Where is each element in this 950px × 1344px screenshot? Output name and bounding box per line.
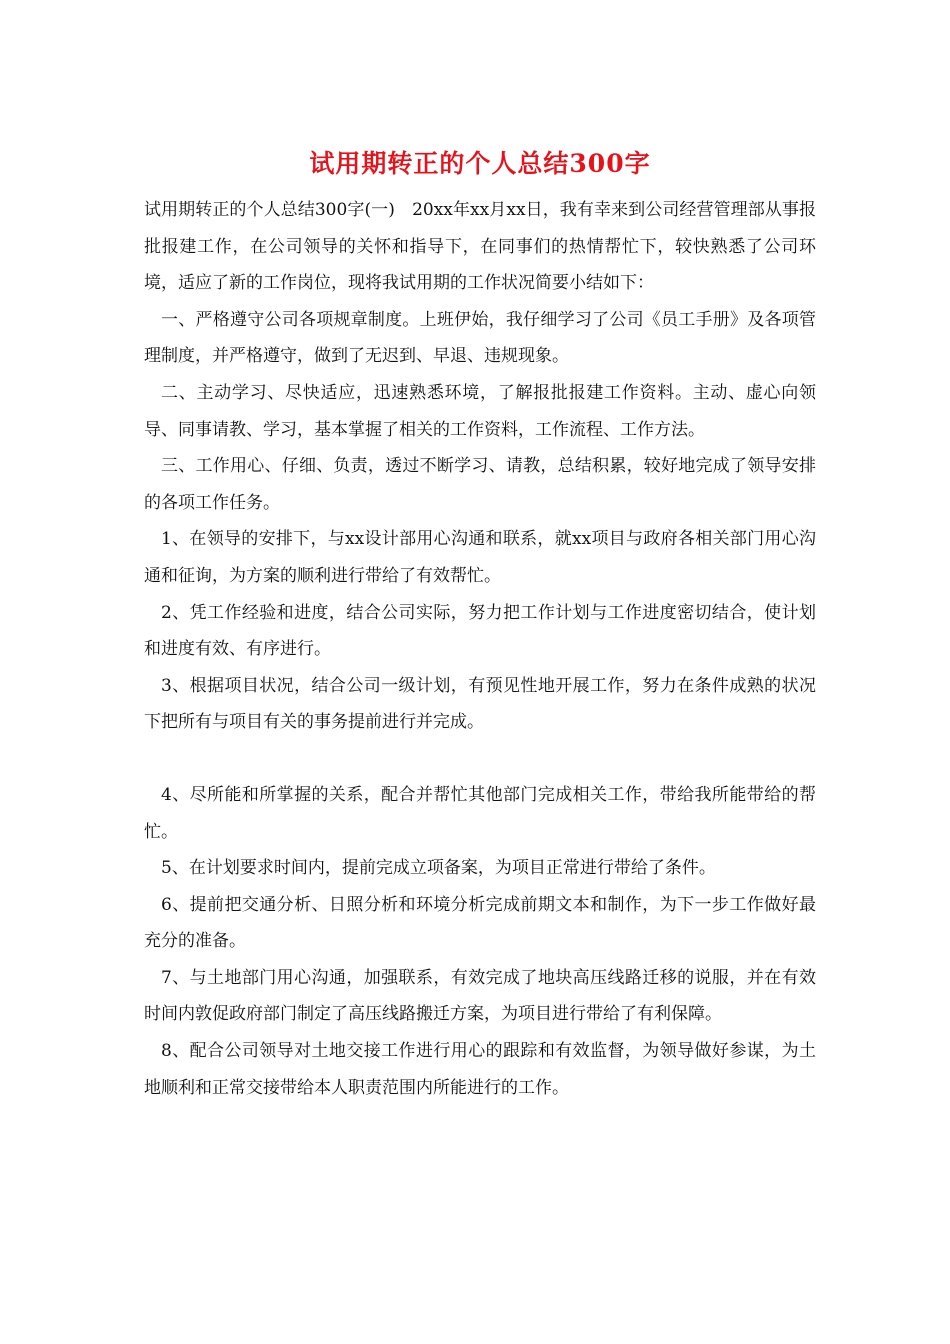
paragraph-section-2: 二、主动学习、尽快适应，迅速熟悉环境，了解报批报建工作资料。主动、虚心向领导、同事请教、学习，基本掌握了相关的工作资料，工作流程、工作方法。 <box>144 382 816 440</box>
document-title: 试用期转正的个人总结300字 <box>309 149 651 178</box>
paragraph-section-3: 三、工作用心、仔细、负责，透过不断学习、请教，总结积累，较好地完成了领导安排的各项工作任务。 <box>144 456 816 513</box>
blank-line <box>144 741 816 777</box>
paragraph-item-8: 8、配合公司领导对土地交接工作进行用心的跟踪和有效监督，为领导做好参谋，为土地顺利和正常交接带给本人职责范围内所能进行的工作。 <box>144 1041 816 1098</box>
paragraph-item-1: 1、在领导的安排下，与xx设计部用心沟通和联系，就xx项目与政府各相关部门用心沟通和征询，为方案的顺利进行带给了有效帮忙。 <box>144 529 816 586</box>
paragraph-item-7: 7、与土地部门用心沟通，加强联系，有效完成了地块高压线路迁移的说服，并在有效时间内敦促政府部门制定了高压线路搬迁方案，为项目进行带给了有利保障。 <box>144 967 816 1025</box>
paragraph-section-1: 一、严格遵守公司各项规章制度。上班伊始，我仔细学习了公司《员工手册》及各项管理制度，并严格遵守，做到了无迟到、早退、违规现象。 <box>144 309 816 367</box>
paragraph-item-6: 6、提前把交通分析、日照分析和环境分析完成前期文本和制作，为下一步工作做好最充分的准备。 <box>144 894 816 952</box>
paragraph-item-2: 2、凭工作经验和进度，结合公司实际，努力把工作计划与工作进度密切结合，使计划和进度有效、有序进行。 <box>144 602 816 660</box>
paragraph-item-4: 4、尽所能和所掌握的关系，配合并帮忙其他部门完成相关工作，带给我所能带给的帮忙。 <box>144 784 816 842</box>
paragraph-intro: 试用期转正的个人总结300字(一) 20xx年xx月xx日，我有幸来到公司经营管理部从事报批报建工作，在公司领导的关怀和指导下，在同事们的热情帮忙下，较快熟悉了公司环境，适应了新的工作岗位，现将我试用期的工作状况简要小结如下： <box>144 200 816 294</box>
paragraph-item-3: 3、根据项目状况，结合公司一级计划，有预见性地开展工作，努力在条件成熟的状况下把所有与项目有关的事务提前进行并完成。 <box>144 675 816 733</box>
paragraph-item-5: 5、在计划要求时间内，提前完成立项备案，为项目正常进行带给了条件。 <box>161 858 716 879</box>
document-page <box>144 140 816 1106</box>
